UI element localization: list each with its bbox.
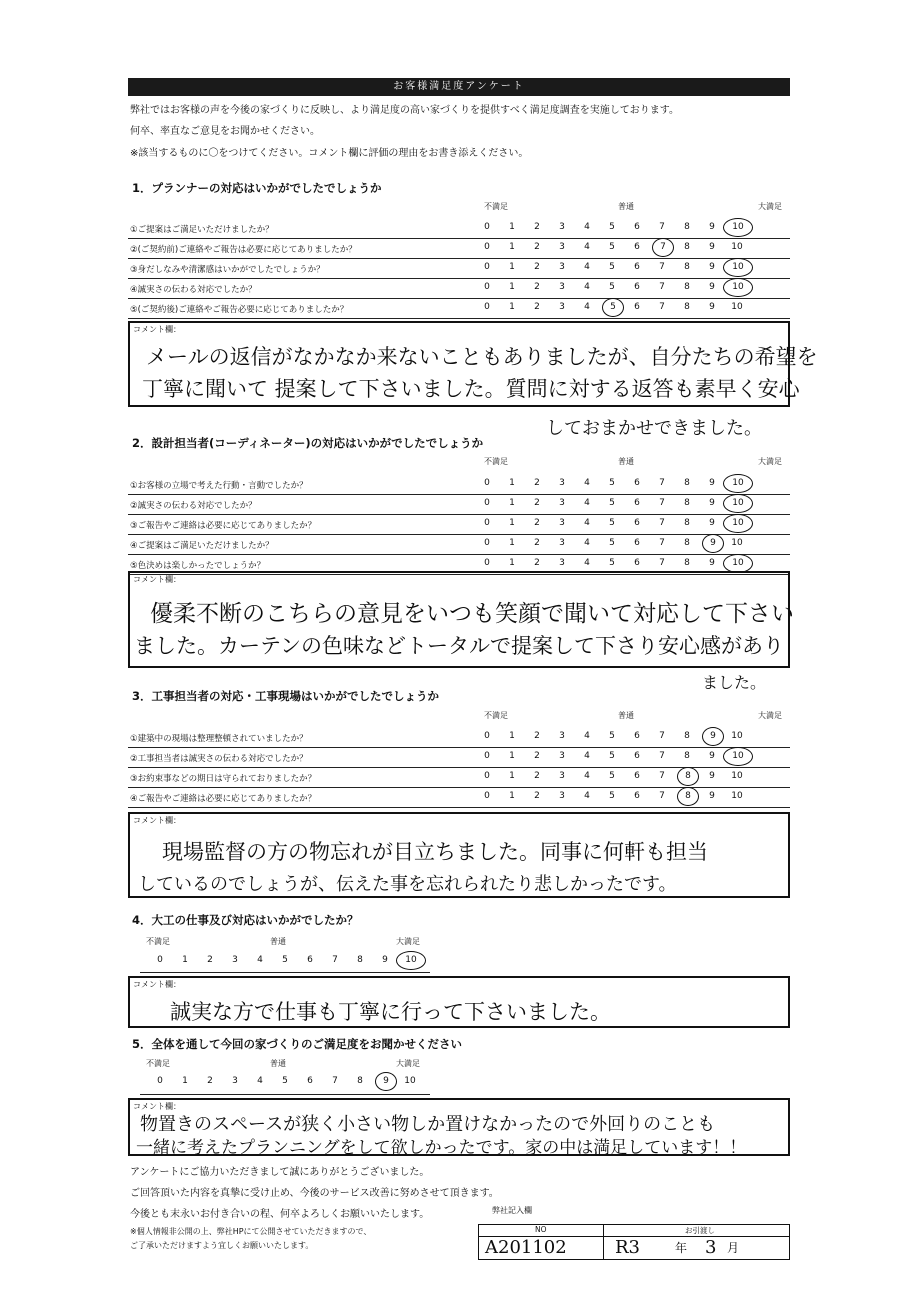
scale-high-label: 大満足 <box>396 937 420 946</box>
score-option[interactable]: 3 <box>559 791 565 801</box>
handwritten-comment-line: メールの返信がなかなか来ないこともありましたが、自分たちの希望を <box>146 345 818 369</box>
privacy-note-line-2: ご了承いただけますよう宜しくお願いいたします。 <box>130 1241 314 1250</box>
score-option[interactable]: 3 <box>559 478 565 488</box>
score-option[interactable]: 8 <box>684 498 690 508</box>
score-option[interactable]: 8 <box>684 731 690 741</box>
score-option[interactable]: 5 <box>609 242 615 252</box>
score-option[interactable]: 7 <box>659 751 665 761</box>
score-option[interactable]: 6 <box>307 955 313 965</box>
score-option[interactable]: 0 <box>484 518 490 528</box>
intro-line-3: ※該当するものに〇をつけてください。コメント欄に評価の理由をお書き添えください。 <box>130 148 529 159</box>
score-option[interactable]: 3 <box>559 498 565 508</box>
question-label: ③ご報告やご連絡は必要に応じてありましたか？ <box>130 521 317 531</box>
score-option[interactable]: 6 <box>634 751 640 761</box>
score-option[interactable]: 0 <box>484 302 490 312</box>
score-option[interactable]: 1 <box>509 518 515 528</box>
score-option[interactable]: 7 <box>659 222 665 232</box>
selected-score-option[interactable]: 10 <box>723 218 753 237</box>
office-month-unit: 月 <box>727 1241 740 1255</box>
score-option[interactable]: 8 <box>684 538 690 548</box>
score-option[interactable]: 7 <box>659 771 665 781</box>
score-option[interactable]: 2 <box>534 262 540 272</box>
score-option[interactable]: 3 <box>559 771 565 781</box>
score-option[interactable]: 0 <box>484 771 490 781</box>
question-row <box>128 767 790 788</box>
selected-score-option[interactable]: 8 <box>677 767 699 786</box>
score-option[interactable]: 2 <box>534 538 540 548</box>
question-row <box>128 494 790 515</box>
score-option[interactable]: 4 <box>257 1076 263 1086</box>
score-option[interactable]: 7 <box>659 498 665 508</box>
score-option[interactable]: 4 <box>584 478 590 488</box>
question-row <box>128 218 790 239</box>
score-option[interactable]: 6 <box>634 262 640 272</box>
score-option[interactable]: 6 <box>634 498 640 508</box>
score-option[interactable]: 7 <box>659 262 665 272</box>
question-label: ⑤色決めは楽しかったでしょうか？ <box>130 561 266 571</box>
score-option[interactable]: 1 <box>509 731 515 741</box>
score-option[interactable]: 4 <box>584 518 590 528</box>
score-option[interactable]: 6 <box>634 478 640 488</box>
score-option[interactable]: 2 <box>534 222 540 232</box>
selected-score-option[interactable]: 7 <box>652 238 674 257</box>
score-option[interactable]: 9 <box>382 955 388 965</box>
question-row <box>128 298 790 319</box>
handwritten-comment-line: 優柔不断のこちらの意見をいつも笑顔で聞いて対応して下さい <box>150 601 794 627</box>
scale-high-label: 大満足 <box>758 711 782 720</box>
selected-score-option[interactable]: 9 <box>702 727 724 746</box>
score-option[interactable]: 8 <box>684 751 690 761</box>
question-label: ④誠実さの伝わる対応でしたか？ <box>130 285 257 295</box>
score-option[interactable]: 4 <box>584 558 590 568</box>
score-option[interactable]: 6 <box>634 518 640 528</box>
question-label: ③身だしなみや清潔感はいかがでしたでしょうか？ <box>130 265 325 275</box>
score-option[interactable]: 7 <box>659 791 665 801</box>
score-option[interactable]: 1 <box>509 538 515 548</box>
score-option[interactable]: 2 <box>534 751 540 761</box>
section-4-comment-box <box>128 976 790 1028</box>
score-option[interactable]: 7 <box>659 518 665 528</box>
score-option[interactable]: 0 <box>484 751 490 761</box>
score-option[interactable]: 5 <box>609 262 615 272</box>
handwritten-comment-line: しておまかせできました。 <box>546 418 762 439</box>
scale-low-label: 不満足 <box>484 202 508 211</box>
score-option[interactable]: 5 <box>282 1076 288 1086</box>
score-option[interactable]: 10 <box>731 731 743 741</box>
question-label: ①お客様の立場で考えた行動・言動でしたか？ <box>130 481 308 491</box>
scale-low-label: 不満足 <box>146 937 170 946</box>
section-3-comment-box <box>128 812 790 898</box>
score-option[interactable]: 7 <box>659 282 665 292</box>
section-5-comment-box <box>128 1098 790 1156</box>
score-option[interactable]: 8 <box>684 262 690 272</box>
handwritten-comment-line: 物置きのスペースが狭く小さい物しか置けなかったので外回りのことも <box>140 1114 716 1135</box>
score-option[interactable]: 1 <box>509 498 515 508</box>
office-era-value: R3 <box>615 1237 641 1258</box>
score-option[interactable]: 10 <box>731 302 743 312</box>
question-row <box>128 787 790 808</box>
score-option[interactable]: 8 <box>684 478 690 488</box>
score-option[interactable]: 3 <box>232 955 238 965</box>
score-option[interactable]: 2 <box>534 731 540 741</box>
question-row <box>128 238 790 259</box>
score-option[interactable]: 7 <box>659 558 665 568</box>
question-row <box>128 747 790 768</box>
question-row <box>128 514 790 535</box>
score-option[interactable]: 5 <box>609 518 615 528</box>
score-option[interactable]: 0 <box>484 498 490 508</box>
intro-line-1: 弊社ではお客様の声を今後の家づくりに反映し、より満足度の高い家づくりを提供すべく満足度調査を実施しております。 <box>130 105 679 116</box>
score-option[interactable]: 2 <box>534 498 540 508</box>
score-option[interactable]: 9 <box>709 282 715 292</box>
handwritten-comment-line: 丁寧に聞いて 提案して下さいました。質問に対する返答も素早く安心 <box>142 377 800 401</box>
section-5-title: 5．全体を通して今回の家づくりのご満足度をお聞かせください <box>132 1037 462 1051</box>
score-option[interactable]: 8 <box>684 222 690 232</box>
score-option[interactable]: 4 <box>584 771 590 781</box>
score-option[interactable]: 4 <box>584 302 590 312</box>
comment-label: コメント欄： <box>133 980 181 989</box>
scale-underline <box>140 972 430 973</box>
score-option[interactable]: 7 <box>659 478 665 488</box>
score-option[interactable]: 6 <box>634 558 640 568</box>
score-option[interactable]: 0 <box>484 731 490 741</box>
selected-score-option[interactable]: 10 <box>723 494 753 513</box>
score-option[interactable]: 4 <box>584 538 590 548</box>
question-label: ④ご報告やご連絡は必要に応じてありましたか？ <box>130 794 317 804</box>
score-option[interactable]: 3 <box>559 731 565 741</box>
score-option[interactable]: 1 <box>182 955 188 965</box>
section-1-comment-box <box>128 321 818 407</box>
footer-line-1: アンケートにご協力いただきまして誠にありがとうございました。 <box>130 1167 430 1178</box>
scale-underline <box>140 1094 430 1095</box>
selected-score-option[interactable]: 10 <box>723 278 753 297</box>
score-option[interactable]: 3 <box>559 282 565 292</box>
score-option[interactable]: 7 <box>332 955 338 965</box>
intro-line-2: 何卒、率直なご意見をお聞かせください。 <box>130 126 320 137</box>
score-option[interactable]: 9 <box>709 262 715 272</box>
score-option[interactable]: 2 <box>207 955 213 965</box>
score-option[interactable]: 1 <box>509 478 515 488</box>
score-option[interactable]: 2 <box>534 242 540 252</box>
score-option[interactable]: 3 <box>559 538 565 548</box>
score-option[interactable]: 2 <box>534 771 540 781</box>
score-option[interactable]: 4 <box>584 731 590 741</box>
handwritten-comment-line: ました。 <box>702 673 767 692</box>
score-option[interactable]: 0 <box>484 558 490 568</box>
score-option[interactable]: 3 <box>559 558 565 568</box>
question-label: ①建築中の現場は整理整頓されていましたか？ <box>130 734 308 744</box>
score-option[interactable]: 6 <box>307 1076 313 1086</box>
score-option[interactable]: 8 <box>357 955 363 965</box>
score-option[interactable]: 0 <box>484 478 490 488</box>
score-option[interactable]: 2 <box>534 791 540 801</box>
office-use-table <box>478 1224 790 1260</box>
score-option[interactable]: 5 <box>609 222 615 232</box>
section-3-title: 3．工事担当者の対応・工事現場はいかがでしたでしょうか <box>132 689 439 703</box>
question-label: ②誠実さの伝わる対応でしたか？ <box>130 501 257 511</box>
score-option[interactable]: 9 <box>709 222 715 232</box>
score-option[interactable]: 0 <box>484 222 490 232</box>
score-option[interactable]: 4 <box>584 282 590 292</box>
section-1-title: 1．プランナーの対応はいかがでしたでしょうか <box>132 181 382 195</box>
selected-score-option[interactable]: 10 <box>723 747 753 766</box>
score-option[interactable]: 4 <box>584 498 590 508</box>
score-option[interactable]: 3 <box>232 1076 238 1086</box>
score-option[interactable]: 0 <box>484 282 490 292</box>
question-label: ①ご提案はご満足いただけましたか？ <box>130 225 274 235</box>
score-option[interactable]: 6 <box>634 538 640 548</box>
question-row <box>128 534 790 555</box>
score-option[interactable]: 9 <box>709 498 715 508</box>
office-year-unit: 年 <box>675 1241 688 1255</box>
office-month-value: 3 <box>705 1237 717 1258</box>
selected-score-option[interactable]: 10 <box>723 514 753 533</box>
score-option[interactable]: 0 <box>484 791 490 801</box>
section-2-title: 2．設計担当者(コーディネーター)の対応はいかがでしたでしょうか <box>132 436 484 450</box>
scale-mid-label: 普通 <box>270 937 286 946</box>
section-2-comment-box <box>128 571 794 668</box>
score-option[interactable]: 0 <box>484 538 490 548</box>
score-option[interactable]: 1 <box>509 302 515 312</box>
score-option[interactable]: 7 <box>659 302 665 312</box>
selected-score-option[interactable]: 5 <box>602 298 624 317</box>
score-option[interactable]: 0 <box>157 955 163 965</box>
selected-score-option[interactable]: 9 <box>702 534 724 553</box>
score-option[interactable]: 9 <box>709 558 715 568</box>
score-option[interactable]: 2 <box>534 478 540 488</box>
score-option[interactable]: 2 <box>534 302 540 312</box>
score-option[interactable]: 9 <box>709 791 715 801</box>
scale-mid-label: 普通 <box>618 457 634 466</box>
scale-high-label: 大満足 <box>758 202 782 211</box>
question-row <box>128 727 790 748</box>
selected-score-option[interactable]: 10 <box>723 554 753 573</box>
handwritten-comment-line: 一緒に考えたプランニングをして欲しかったです。家の中は満足しています！！ <box>136 1138 747 1158</box>
question-row <box>128 278 790 299</box>
score-option[interactable]: 10 <box>404 1076 416 1086</box>
score-option[interactable]: 5 <box>609 771 615 781</box>
handwritten-comment-line: ました。カーテンの色味などトータルで提案して下さり安心感があり <box>134 634 784 658</box>
score-option[interactable]: 9 <box>709 242 715 252</box>
score-option[interactable]: 6 <box>634 242 640 252</box>
office-table-header <box>479 1225 789 1237</box>
scale-high-label: 大満足 <box>396 1059 420 1068</box>
score-option[interactable]: 2 <box>534 558 540 568</box>
score-option[interactable]: 4 <box>257 955 263 965</box>
scale-low-label: 不満足 <box>146 1059 170 1068</box>
footer-line-2: ご回答頂いた内容を真摯に受け止め、今後のサービス改善に努めさせて頂きます。 <box>130 1188 499 1199</box>
score-option[interactable]: 5 <box>609 282 615 292</box>
comment-label: コメント欄： <box>133 1102 181 1111</box>
score-option[interactable]: 8 <box>684 282 690 292</box>
privacy-note-line-1: ※個人情報非公開の上、弊社HPにて公開させていただきますので、 <box>130 1227 372 1236</box>
score-option[interactable]: 0 <box>157 1076 163 1086</box>
scale-low-label: 不満足 <box>484 457 508 466</box>
scale-mid-label: 普通 <box>618 202 634 211</box>
score-option[interactable]: 1 <box>509 282 515 292</box>
scale-mid-label: 普通 <box>618 711 634 720</box>
selected-score-option[interactable]: 10 <box>723 258 753 277</box>
question-label: ④ご提案はご満足いただけましたか？ <box>130 541 274 551</box>
score-option[interactable]: 3 <box>559 302 565 312</box>
score-option[interactable]: 1 <box>509 262 515 272</box>
score-option[interactable]: 9 <box>709 751 715 761</box>
score-option[interactable]: 10 <box>731 538 743 548</box>
question-label: ②(ご契約前)ご連絡やご報告は必要に応じてありましたか？ <box>130 245 357 255</box>
handwritten-comment-line: 誠実な方で仕事も丁寧に行って下さいました。 <box>170 1000 611 1024</box>
office-table-divider <box>603 1225 604 1259</box>
score-option[interactable]: 7 <box>332 1076 338 1086</box>
score-option[interactable]: 1 <box>509 751 515 761</box>
score-option[interactable]: 5 <box>609 791 615 801</box>
score-option[interactable]: 6 <box>634 771 640 781</box>
score-option[interactable]: 8 <box>684 302 690 312</box>
scale-mid-label: 普通 <box>270 1059 286 1068</box>
score-option[interactable]: 9 <box>709 302 715 312</box>
score-option[interactable]: 5 <box>609 751 615 761</box>
score-option[interactable]: 5 <box>609 478 615 488</box>
score-option[interactable]: 4 <box>584 791 590 801</box>
score-option[interactable]: 4 <box>584 262 590 272</box>
score-option[interactable]: 4 <box>584 751 590 761</box>
office-no-value: A201102 <box>485 1237 567 1258</box>
score-option[interactable]: 1 <box>509 791 515 801</box>
score-option[interactable]: 2 <box>534 282 540 292</box>
score-option[interactable]: 8 <box>684 558 690 568</box>
score-option[interactable]: 6 <box>634 222 640 232</box>
score-option[interactable]: 7 <box>659 731 665 741</box>
score-option[interactable]: 5 <box>609 498 615 508</box>
question-label: ③お約束事などの期日は守られておりましたか？ <box>130 774 317 784</box>
score-option[interactable]: 4 <box>584 222 590 232</box>
score-option[interactable]: 5 <box>282 955 288 965</box>
score-option[interactable]: 10 <box>731 791 743 801</box>
selected-score-option[interactable]: 8 <box>677 787 699 806</box>
score-option[interactable]: 2 <box>207 1076 213 1086</box>
score-option[interactable]: 8 <box>684 518 690 528</box>
score-option[interactable]: 2 <box>534 518 540 528</box>
score-option[interactable]: 5 <box>609 558 615 568</box>
score-option[interactable]: 3 <box>559 242 565 252</box>
selected-score-option[interactable]: 10 <box>723 474 753 493</box>
score-option[interactable]: 6 <box>634 282 640 292</box>
score-option[interactable]: 10 <box>731 771 743 781</box>
survey-title: お客様満足度アンケート <box>128 78 790 96</box>
comment-label: コメント欄： <box>133 325 181 334</box>
score-option[interactable]: 6 <box>634 791 640 801</box>
score-option[interactable]: 3 <box>559 751 565 761</box>
score-option[interactable]: 5 <box>609 731 615 741</box>
score-option[interactable]: 0 <box>484 262 490 272</box>
score-option[interactable]: 1 <box>509 242 515 252</box>
score-option[interactable]: 0 <box>484 242 490 252</box>
score-option[interactable]: 7 <box>659 538 665 548</box>
score-option[interactable]: 1 <box>509 771 515 781</box>
score-option[interactable]: 1 <box>182 1076 188 1086</box>
selected-score-option[interactable]: 9 <box>375 1072 397 1091</box>
score-option[interactable]: 6 <box>634 731 640 741</box>
score-option[interactable]: 9 <box>709 771 715 781</box>
score-option[interactable]: 3 <box>559 518 565 528</box>
handwritten-comment-line: しているのでしょうが、伝えた事を忘れられたり悲しかったです。 <box>138 874 677 895</box>
handwritten-comment-line: 現場監督の方の物忘れが目立ちました。同事に何軒も担当 <box>162 840 708 864</box>
score-option[interactable]: 1 <box>509 558 515 568</box>
footer-line-3: 今後とも末永いお付き合いの程、何卒よろしくお願いいたします。 <box>130 1209 430 1220</box>
score-option[interactable]: 4 <box>584 242 590 252</box>
score-option[interactable]: 10 <box>731 242 743 252</box>
selected-score-option[interactable]: 10 <box>396 951 426 970</box>
office-use-label: 弊社記入欄 <box>492 1206 532 1215</box>
score-option[interactable]: 6 <box>634 302 640 312</box>
score-option[interactable]: 9 <box>709 478 715 488</box>
comment-label: コメント欄： <box>133 816 181 825</box>
question-label: ②工事担当者は誠実さの伝わる対応でしたか？ <box>130 754 308 764</box>
office-date-header: お引渡し <box>685 1226 715 1235</box>
office-no-header: NO <box>535 1225 547 1234</box>
score-option[interactable]: 5 <box>609 538 615 548</box>
comment-label: コメント欄： <box>133 575 181 584</box>
score-option[interactable]: 3 <box>559 222 565 232</box>
score-option[interactable]: 9 <box>709 518 715 528</box>
section-4-title: 4．大工の仕事及び対応はいかがでしたか？ <box>132 913 359 927</box>
score-option[interactable]: 8 <box>684 242 690 252</box>
score-option[interactable]: 3 <box>559 262 565 272</box>
scale-low-label: 不満足 <box>484 711 508 720</box>
question-row <box>128 474 790 495</box>
scale-high-label: 大満足 <box>758 457 782 466</box>
score-option[interactable]: 8 <box>357 1076 363 1086</box>
score-option[interactable]: 1 <box>509 222 515 232</box>
question-label: ⑤(ご契約後)ご連絡やご報告必要に応じてありましたか？ <box>130 305 349 315</box>
question-row <box>128 258 790 279</box>
